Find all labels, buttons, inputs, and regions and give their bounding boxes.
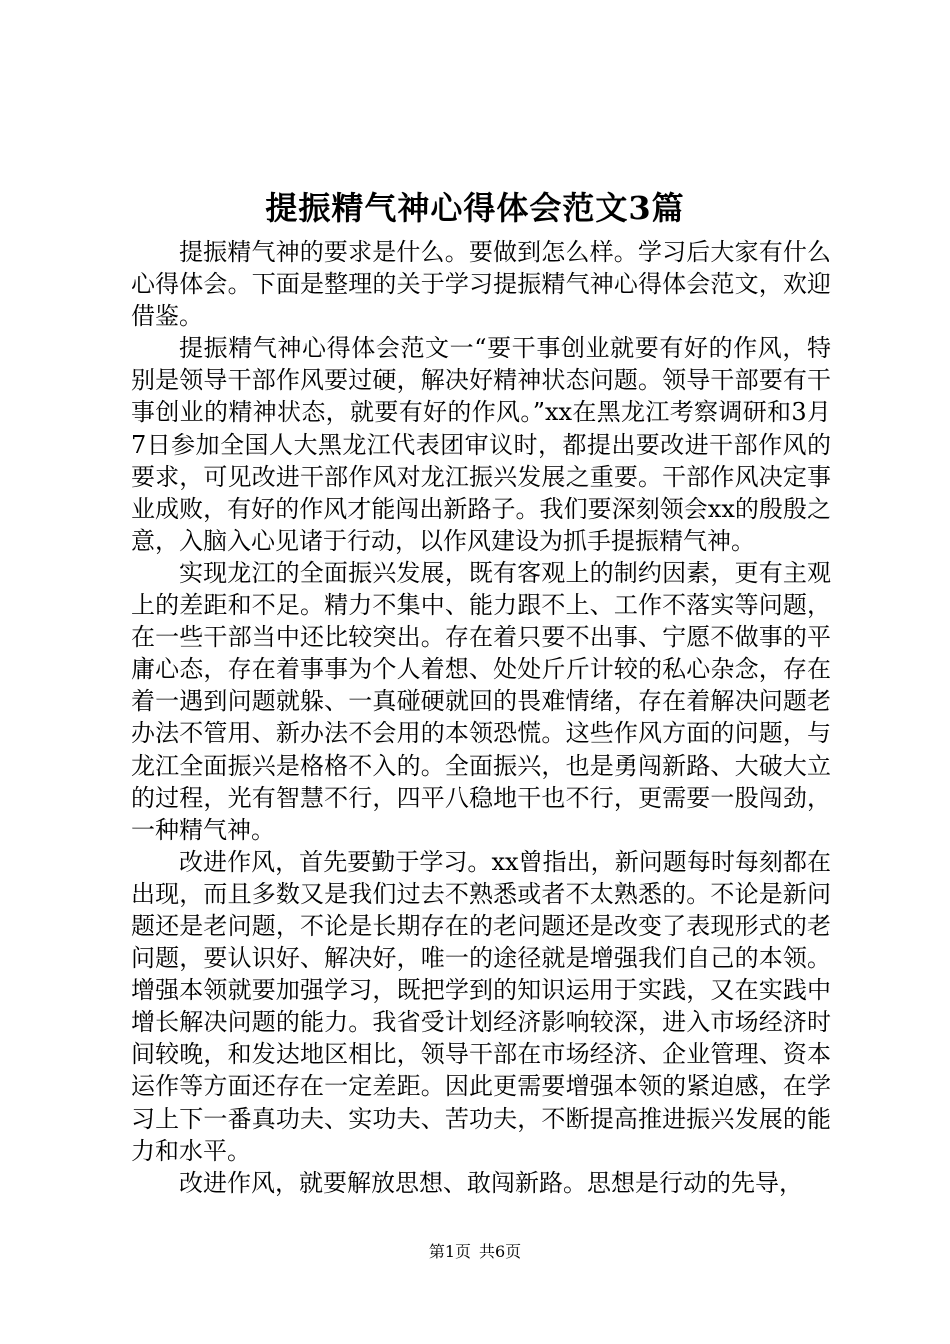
page-footer [0,1240,950,1264]
page-number: 第1页 [428,1242,471,1261]
page-total: 共6页 [479,1242,522,1261]
document-title: 提振精气神心得体会范文3篇 [265,189,685,227]
paragraph-revitalization: 实现龙江的全面振兴发展，既有客观上的制约因素，更有主观上的差距和不足。精力不集中、能力跟不上、工作不落实等问题，在一些干部当中还比较突出。存在着只要不出事、宁愿不做事的平庸心态，存在着事事为个人着想、处处斤斤计较的私心杂念，存在着一遇到问题就躲、一真碰硬就回的畏难情绪，存在着解决问题老办法不管用、新办法不会用的本领恐慌。这些作风方面的问题，与龙江全面振兴是格格不入的。全面振兴，也是勇闯新路、大破大立的过程，光有智慧不行，四平八稳地干也不行，更需要一股闯劲，一种精气神。 [131,558,831,844]
paragraph-emancipation: 改进作风，就要解放思想、敢闯新路。思想是行动的先导， [179,1168,803,1197]
document-body [131,236,831,1199]
paragraph-learning: 改进作风，首先要勤于学习。xx曾指出，新问题每时每刻都在出现，而且多数又是我们过去不熟悉或者不太熟悉的。不论是新问题还是老问题，不论是长期存在的老问题还是改变了表现形式的老问题，要认识好、解决好，唯一的途径就是增强我们自己的本领。增强本领就要加强学习，既把学到的知识运用于实践，又在实践中增长解决问题的能力。我省受计划经济影响较深，进入市场经济时间较晚，和发达地区相比，领导干部在市场经济、企业管理、资本运作等方面还存在一定差距。因此更需要增强本领的紧迫感，在学习上下一番真功夫、实功夫、苦功夫，不断提高推进振兴发展的能力和水平。 [131,847,831,1165]
paragraph-essay-one: 提振精气神心得体会范文一“要干事创业就要有好的作风，特别是领导干部作风要过硬，解决好精神状态问题。领导干部要有干事创业的精神状态，就要有好的作风。”xx在黑龙江考察调研和3月7日参加全国人大黑龙江代表团审议时，都提出要改进干部作风的要求，可见改进干部作风对龙江振兴发展之重要。干部作风决定事业成败，有好的作风才能闯出新路子。我们要深刻领会xx的殷殷之意，入脑入心见诸于行动，以作风建设为抓手提振精气神。 [131,334,831,555]
paragraph-intro: 提振精气神的要求是什么。要做到怎么样。学习后大家有什么心得体会。下面是整理的关于学习提振精气神心得体会范文，欢迎借鉴。 [131,238,831,331]
